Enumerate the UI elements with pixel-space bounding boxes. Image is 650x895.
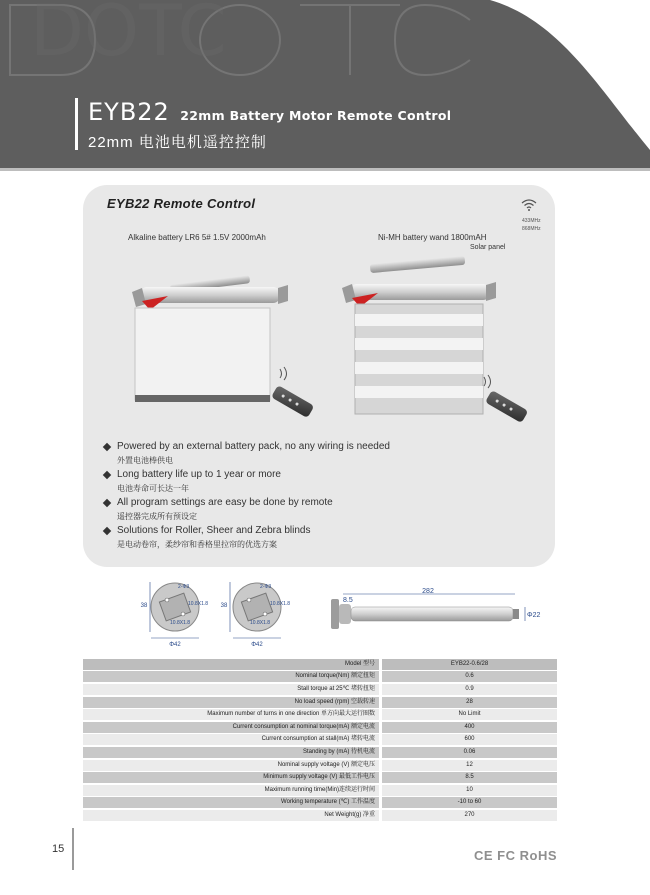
svg-text:Φ42: Φ42 <box>251 642 263 648</box>
frequency-868: 868MHz <box>522 226 541 232</box>
title-divider <box>75 98 78 150</box>
feature-text-en: All program settings are easy be done by remote <box>117 497 333 508</box>
card-title: EYB22 Remote Control <box>107 196 256 211</box>
feature-text-cn: 是电动卷帘，柔纱帘和香格里拉帘的优选方案 <box>117 540 277 549</box>
certification-marks: CE FC RoHS <box>474 848 557 863</box>
left-battery-label: Alkaline battery LR6 5# 1.5V 2000mAh <box>128 233 266 242</box>
svg-text:10.8X1.8: 10.8X1.8 <box>188 601 209 607</box>
table-row: Net Weight(g) 净重 270 <box>83 809 557 822</box>
svg-text:10.8X1.8: 10.8X1.8 <box>250 620 271 626</box>
svg-text:10.8X1.8: 10.8X1.8 <box>170 620 191 626</box>
table-row: Current consumption at nominal torque(mA) 额定电流 400 <box>83 721 557 734</box>
feature-text-en: Solutions for Roller, Sheer and Zebra blinds <box>117 525 311 536</box>
table-row: Working temperature (℃) 工作温度 -10 to 60 <box>83 797 557 810</box>
page-title <box>88 98 451 126</box>
tube-head-dim: 8.5 <box>343 597 353 604</box>
tube-diameter-dim: Φ22 <box>527 612 541 619</box>
header-watermark: DOTC <box>30 0 227 72</box>
tube-length-dim: 282 <box>422 588 434 595</box>
page-header <box>0 0 650 175</box>
spec-table <box>83 658 557 822</box>
head-height-dim: 38 <box>140 603 148 609</box>
wireless-icon <box>521 199 537 211</box>
feature-text-cn: 电池寿命可长达一年 <box>117 484 189 493</box>
feature-text-en: Long battery life up to 1 year or more <box>117 469 281 480</box>
technical-drawings <box>120 580 560 650</box>
frequency-433: 433MHz <box>522 218 541 224</box>
table-row: Nominal torque(Nm) 额定扭矩 0.6 <box>83 671 557 684</box>
table-row: Stall torque at 25℃ 堵转扭矩 0.9 <box>83 683 557 696</box>
product-illustration <box>100 250 550 440</box>
table-row: No load speed (rpm) 空载转速 28 <box>83 696 557 709</box>
solar-panel-label: Solar panel <box>470 244 506 251</box>
table-row: Standing by (mA) 待机电流 0.06 <box>83 746 557 759</box>
table-row: Maximum running time(Min)连续运行时间 10 <box>83 784 557 797</box>
table-header-row: Model 型号 EYB22-0.6/28 <box>83 658 557 671</box>
page-number: 15 <box>52 843 65 855</box>
table-row: Minimum supply voltage (V) 最低工作电压 8.5 <box>83 771 557 784</box>
svg-text:10.8X1.8: 10.8X1.8 <box>270 601 291 607</box>
table-row: Current consumption at stall(mA) 堵转电流 600 <box>83 734 557 747</box>
title-english: 22mm Battery Motor Remote Control <box>180 108 452 123</box>
table-row: Maximum number of turns in one direction 单方向最大运行圈数 No Limit <box>83 708 557 721</box>
feature-text-cn: 外置电池棒供电 <box>117 456 173 465</box>
svg-text:2-Φ3: 2-Φ3 <box>178 584 190 590</box>
roller-blind-left <box>132 275 314 418</box>
svg-text:2-Φ3: 2-Φ3 <box>260 584 272 590</box>
model-name: EYB22 <box>88 98 170 126</box>
table-row: Nominal supply voltage (V) 额定电压 12 <box>83 759 557 772</box>
right-battery-label: Ni-MH battery wand 1800mAH <box>378 233 487 242</box>
title-chinese: 22mm 电池电机遥控控制 <box>88 134 267 151</box>
feature-text-cn: 遥控器完成所有预设定 <box>117 512 197 521</box>
head-width-dim: Φ42 <box>169 642 181 648</box>
motor-head-drawing-right <box>221 582 291 648</box>
zebra-blind-right <box>342 256 528 423</box>
feature-text-en: Powered by an external battery pack, no any wiring is needed <box>117 441 390 452</box>
svg-text:38: 38 <box>220 603 228 609</box>
tube-motor-drawing <box>331 588 540 629</box>
motor-head-drawing-left <box>141 582 209 648</box>
page-number-divider <box>72 828 74 870</box>
